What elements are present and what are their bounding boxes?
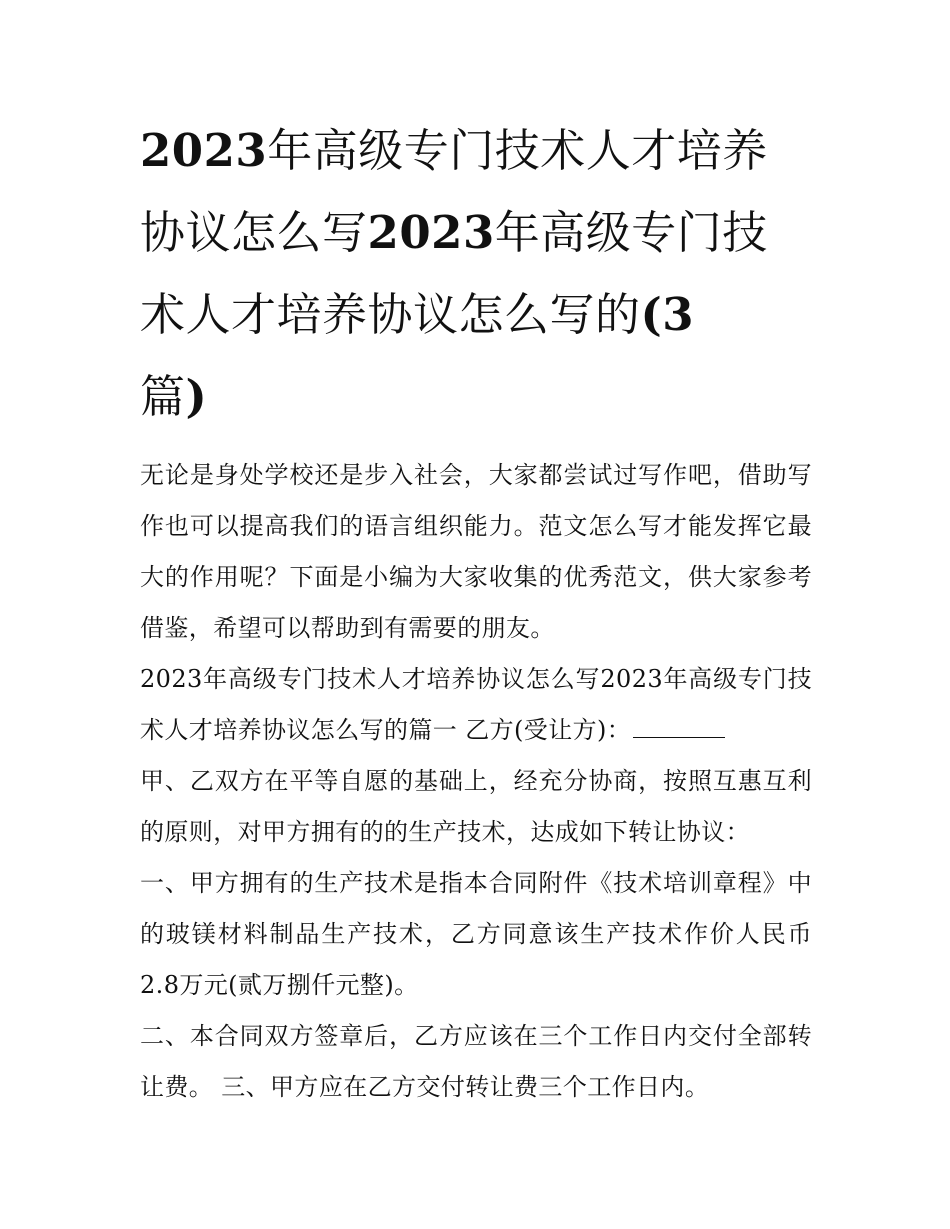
- section-heading-text: 2023年高级专门技术人才培养协议怎么写2023年高级专门技术人才培养协议怎么写的篇一 乙方(受让方)：: [140, 665, 812, 744]
- title-bold-close: ): [185, 370, 208, 423]
- title-bold-year-2: 2023: [367, 206, 495, 259]
- title-bold-year-1: 2023: [140, 124, 268, 177]
- agreement-paragraph-1: 甲、乙双方在平等自愿的基础上，经充分协商，按照互惠互利的原则，对甲方拥有的的生产技术，达成如下转让协议：: [140, 767, 812, 846]
- agreement-paragraph-2: 一、甲方拥有的生产技术是指本合同附件《技术培训章程》中的玻镁材料制品生产技术，乙方同意该生产技术作价人民币2.8万元(贰万捌仟元整)。: [140, 869, 812, 999]
- document-title: [140, 110, 812, 438]
- document-body: [140, 110, 812, 1113]
- blank-underline: [633, 709, 725, 738]
- title-bold-count: (3: [640, 288, 695, 341]
- section-heading-paragraph: [140, 654, 812, 756]
- title-text-1: 年高级专门技术人才培养协议怎么写: [140, 124, 768, 259]
- title-text-3: 篇: [140, 370, 186, 423]
- intro-paragraph: 无论是身处学校还是步入社会，大家都尝试过写作吧，借助写作也可以提高我们的语言组织能力。范文怎么写才能发挥它最大的作用呢？下面是小编为大家收集的优秀范文，供大家参考借鉴，希望可以帮助到有需要的朋友。: [140, 461, 812, 642]
- title-text-2: 年高级专门技术人才培养协议怎么写的: [140, 206, 768, 341]
- agreement-paragraph-3: 二、本合同双方签章后，乙方应该在三个工作日内交付全部转让费。 三、甲方应在乙方交付转让费三个工作日内。: [140, 1022, 812, 1101]
